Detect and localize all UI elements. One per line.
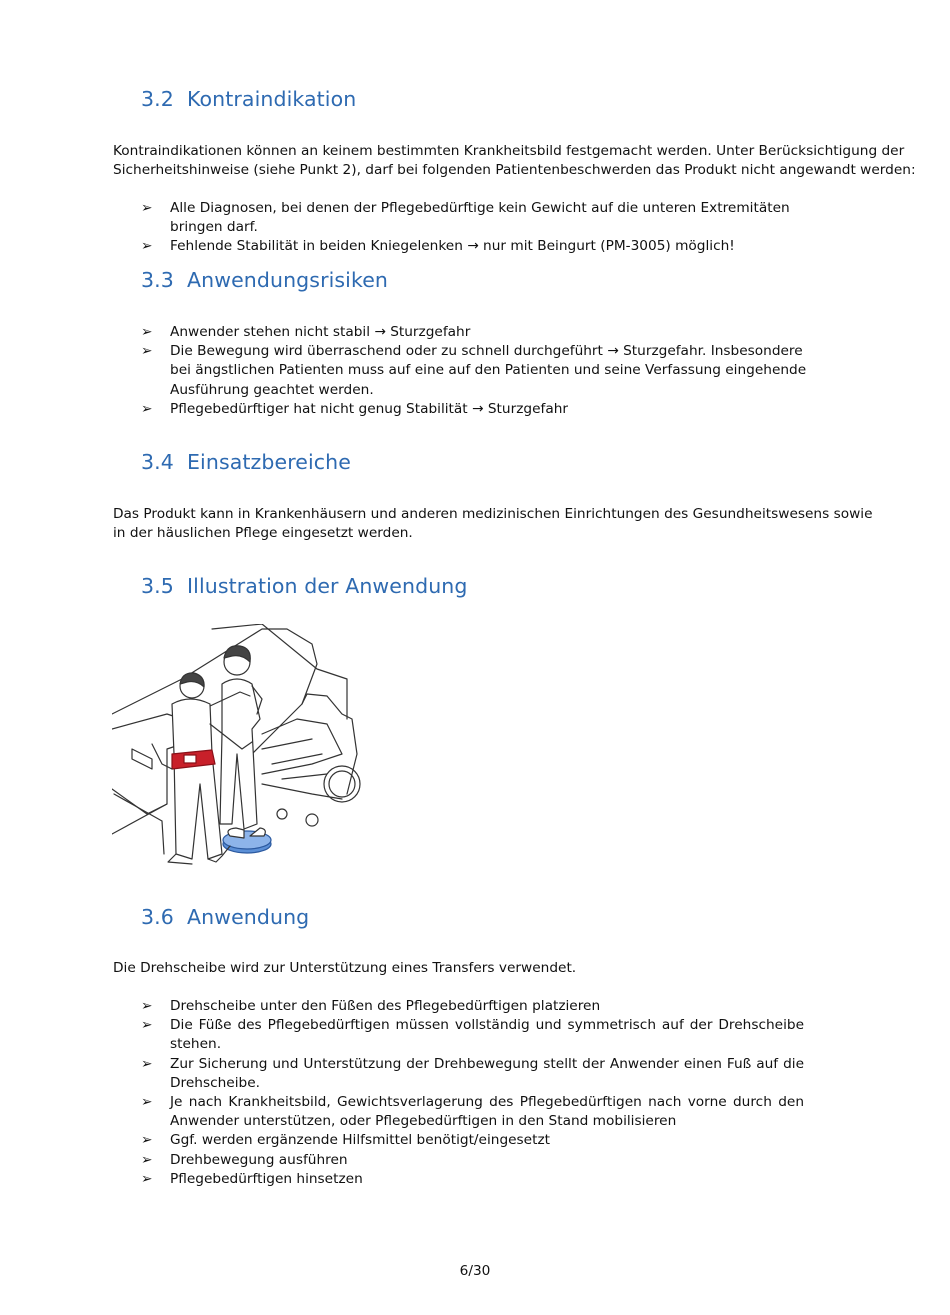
paragraph-line: Das Produkt kann in Krankenhäusern und anderen medizinischen Einrichtungen des Gesundheitswesens sowie bbox=[113, 506, 873, 522]
list-item: ➢ Pflegebedürftigen hinsetzen bbox=[141, 1170, 804, 1189]
list-item: ➢ Drehscheibe unter den Füßen des Pflegebedürftigen platzieren bbox=[141, 997, 804, 1016]
section-heading-3-4 bbox=[141, 450, 351, 474]
section-title: Kontraindikation bbox=[187, 87, 357, 111]
bullet-arrow-icon: ➢ bbox=[141, 343, 153, 360]
bullet-arrow-icon: ➢ bbox=[141, 1017, 153, 1034]
bullet-list-3-2 bbox=[141, 199, 841, 257]
bullet-arrow-icon: ➢ bbox=[141, 1094, 153, 1111]
paragraph-anwendung: Die Drehscheibe wird zur Unterstützung eines Transfers verwendet. bbox=[113, 960, 577, 976]
section-number: 3.6 bbox=[141, 905, 174, 929]
section-heading-3-5 bbox=[141, 574, 468, 598]
list-item: ➢ Drehbewegung ausführen bbox=[141, 1151, 804, 1170]
list-item: ➢ Die Füße des Pflegebedürftigen müssen vollständig und symmetrisch auf der Drehscheibe stehen. bbox=[141, 1017, 804, 1053]
bed-frame bbox=[112, 629, 317, 754]
paragraph-line: in der häuslichen Pflege eingesetzt werden. bbox=[113, 525, 413, 542]
bullet-arrow-icon: ➢ bbox=[141, 1132, 153, 1149]
section-number: 3.2 bbox=[141, 87, 174, 111]
section-number: 3.5 bbox=[141, 574, 174, 598]
section-heading-3-6 bbox=[141, 905, 309, 929]
list-item: ➢ Zur Sicherung und Unterstützung der Drehbewegung stellt der Anwender einen Fuß auf die Drehscheibe. bbox=[141, 1055, 804, 1091]
paragraph-line: Sicherheitshinweise (siehe Punkt 2), darf bei folgenden Patientenbeschwerden das Produkt nicht angewandt werden: bbox=[113, 162, 916, 179]
paragraph-einsatzbereiche bbox=[113, 505, 873, 543]
list-item: ➢ Die Bewegung wird überraschend oder zu schnell durchgeführt → Sturzgefahr. Insbesondere bei ängstlichen Patienten muss auf eine auf den Patienten und seine Verfassung eingehende Ausführung geachtet werden. bbox=[141, 343, 807, 398]
bullet-arrow-icon: ➢ bbox=[141, 400, 153, 417]
paragraph-line: Kontraindikationen können an keinem bestimmten Krankheitsbild festgemacht werden. Unter Berücksichtigung der bbox=[113, 143, 905, 159]
list-item: ➢ Ggf. werden ergänzende Hilfsmittel benötigt/eingesetzt bbox=[141, 1131, 804, 1150]
paragraph-kontraindikation bbox=[113, 142, 916, 180]
transfer-illustration bbox=[112, 624, 362, 874]
patient-body bbox=[220, 679, 260, 829]
section-heading-3-2 bbox=[141, 87, 356, 111]
bullet-arrow-icon: ➢ bbox=[141, 1055, 153, 1072]
bullet-arrow-icon: ➢ bbox=[141, 200, 153, 216]
section-title: Illustration der Anwendung bbox=[187, 574, 468, 598]
list-item: ➢ Anwender stehen nicht stabil → Sturzgefahr bbox=[141, 323, 811, 342]
caregiver-body bbox=[172, 699, 222, 859]
list-item: ➢ Pflegebedürftiger hat nicht genug Stabilität → Sturzgefahr bbox=[141, 400, 811, 419]
section-number: 3.3 bbox=[141, 268, 174, 292]
list-item: ➢ Alle Diagnosen, bei denen der Pflegebedürftige kein Gewicht auf die unteren Extremitäten bringen darf. bbox=[141, 200, 790, 236]
bullet-arrow-icon: ➢ bbox=[141, 1151, 153, 1168]
bullet-arrow-icon: ➢ bbox=[141, 998, 153, 1014]
bullet-list-3-6 bbox=[141, 997, 804, 1189]
bullet-arrow-icon: ➢ bbox=[141, 324, 153, 340]
bullet-list-3-3 bbox=[141, 323, 811, 419]
list-item: ➢ Fehlende Stabilität in beiden Kniegelenken → nur mit Beingurt (PM-3005) möglich! bbox=[141, 237, 841, 256]
page-number: 6/30 bbox=[459, 1263, 491, 1279]
section-number: 3.4 bbox=[141, 450, 174, 474]
section-heading-3-3 bbox=[141, 268, 388, 292]
section-title: Einsatzbereiche bbox=[187, 450, 351, 474]
list-item: ➢ Je nach Krankheitsbild, Gewichtsverlagerung des Pflegebedürftigen nach vorne durch den Anwender unterstützen, oder Pflegebedürftigen in den Stand mobilisieren bbox=[141, 1094, 804, 1130]
bullet-arrow-icon: ➢ bbox=[141, 238, 153, 255]
bullet-arrow-icon: ➢ bbox=[141, 1170, 153, 1187]
section-title: Anwendung bbox=[187, 905, 310, 929]
section-title: Anwendungsrisiken bbox=[187, 268, 389, 292]
